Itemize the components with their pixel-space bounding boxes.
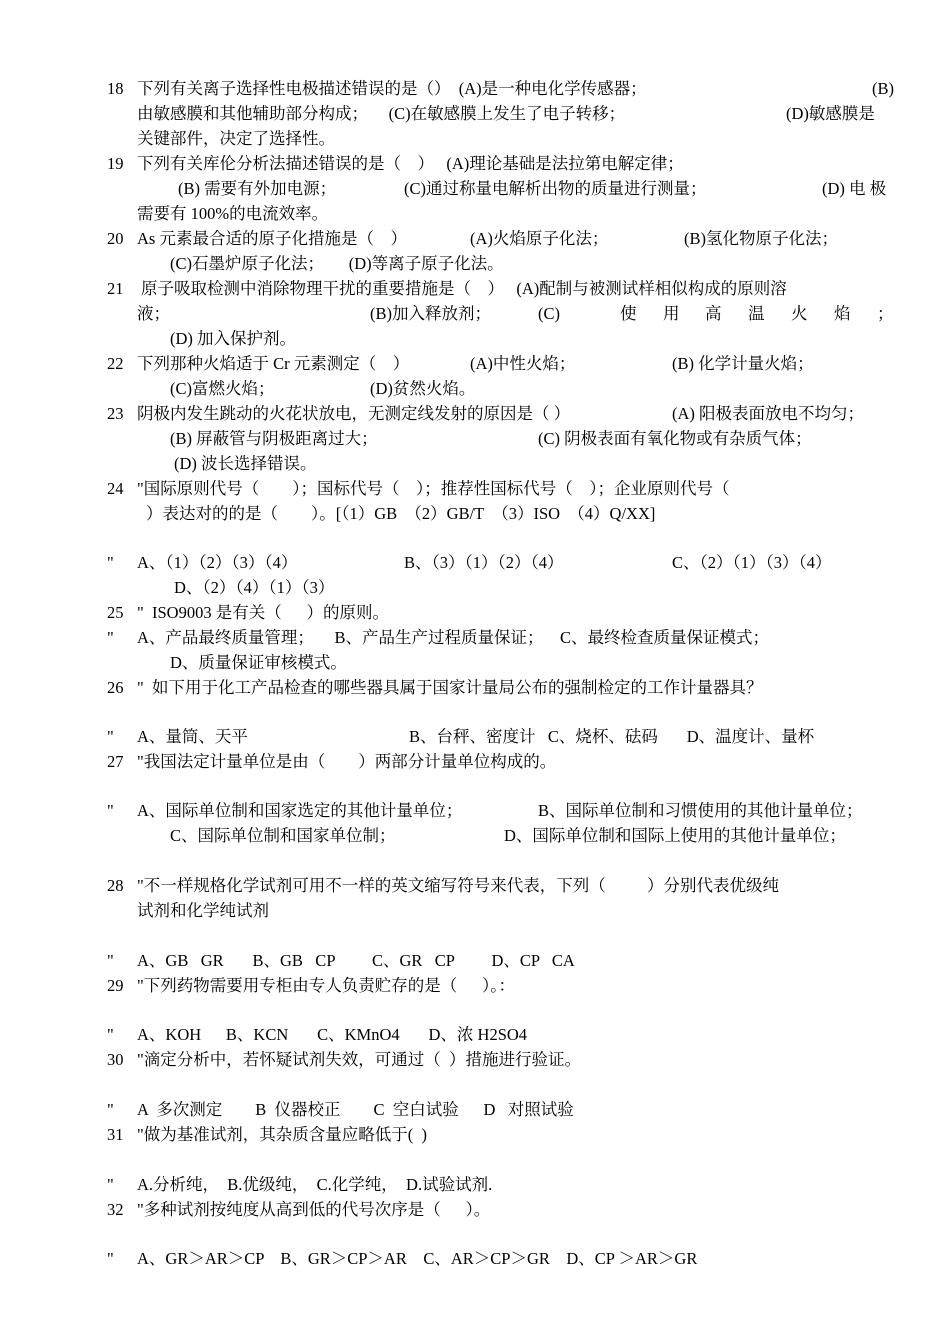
question-line: 用 xyxy=(663,304,680,323)
question-line: A、GB GR B、GB CP C、GR CP D、CP CA xyxy=(137,951,575,970)
question-line: 需要有 100%的电流效率。 xyxy=(137,204,329,223)
question-line: " xyxy=(107,1100,114,1119)
question-line: As 元素最合适的原子化措施是（ ） xyxy=(137,229,407,248)
question-line: (D) 波长选择错误。 xyxy=(174,454,317,473)
question-line: "做为基准试剂，其杂质含量应略低于( ) xyxy=(137,1125,427,1144)
question-number: 20 xyxy=(107,229,124,248)
question-line: " xyxy=(107,628,114,647)
question-line: 下列有关库伦分析法描述错误的是（ ） (A)理论基础是法拉第电解定律； xyxy=(137,154,684,173)
question-line: " xyxy=(107,951,114,970)
question-line: (D) 加入保护剂。 xyxy=(170,329,297,348)
question-line: 下列有关离子选择性电极描述错误的是（） (A)是一种电化学传感器； xyxy=(137,79,647,98)
question-line: 焰 xyxy=(834,304,851,323)
question-line: (C) 阴极表面有氧化物或有杂质气体； xyxy=(538,429,812,448)
question-line: 温 xyxy=(748,304,765,323)
question-line: "不一样规格化学试剂可用不一样的英文缩写符号来代表，下列（ ）分别代表优级纯 xyxy=(137,876,779,895)
question-line: D、质量保证审核模式。 xyxy=(170,653,347,672)
question-number: 26 xyxy=(107,678,124,697)
question-line: " xyxy=(107,1249,114,1268)
question-line: B、国际单位制和习惯使用的其他计量单位； xyxy=(538,801,863,820)
question-number: 29 xyxy=(107,976,124,995)
question-line: 原子吸取检测中消除物理干扰的重要措施是（ ） (A)配制与被测试样相似构成的原则溶 xyxy=(141,279,787,298)
question-line: (C)通过称量电解析出物的质量进行测量； xyxy=(404,179,707,198)
question-line: 火 xyxy=(791,304,808,323)
question-line: (A)中性火焰； xyxy=(470,354,576,373)
question-line: " ISO9003 是有关（ ）的原则。 xyxy=(137,603,389,622)
question-line: A、KOH B、KCN C、KMnO4 D、浓 H2SO4 xyxy=(137,1025,528,1044)
question-line: 关键部件，决定了选择性。 xyxy=(137,129,335,148)
question-line: " 如下用于化工产品检查的哪些器具属于国家计量局公布的强制检定的工作计量器具？ xyxy=(137,678,763,697)
question-line: C、（2）（1）（3）（4） xyxy=(672,553,832,572)
question-line: 由敏感膜和其他辅助部分构成； (C)在敏感膜上发生了电子转移； xyxy=(137,104,626,123)
question-line: D、国际单位制和国际上使用的其他计量单位； xyxy=(504,826,846,845)
question-line: " xyxy=(107,801,114,820)
question-line: (B)加入释放剂； xyxy=(370,304,491,323)
question-line: (D)敏感膜是 xyxy=(786,104,875,123)
question-line: "下列药物需要用专柜由专人负责贮存的是（ ）。： xyxy=(137,976,515,995)
question-line: " xyxy=(107,553,114,572)
question-line: 液； xyxy=(137,304,170,323)
question-number: 31 xyxy=(107,1125,124,1144)
question-line: (B) xyxy=(872,79,894,98)
question-line: (C)石墨炉原子化法； (D)等离子原子化法。 xyxy=(170,254,504,273)
question-line: (C) xyxy=(538,304,560,323)
question-line: " xyxy=(107,1175,114,1194)
question-number: 28 xyxy=(107,876,124,895)
question-line: (A)火焰原子化法； xyxy=(470,229,609,248)
question-line: (B) 化学计量火焰； xyxy=(672,354,814,373)
question-number: 21 xyxy=(107,279,124,298)
question-line: A、量筒、天平 xyxy=(137,727,248,746)
question-line: (B) 需要有外加电源； xyxy=(178,179,337,198)
question-line: (C)富燃火焰； xyxy=(170,379,275,398)
question-line: A 多次测定 B 仪器校正 C 空白试验 D 对照试验 xyxy=(137,1100,574,1119)
question-line: 下列那种火焰适于 Cr 元素测定（ ） xyxy=(137,354,410,373)
question-line: "我国法定计量单位是由（ ）两部分计量单位构成的。 xyxy=(137,752,557,771)
question-line: A.分析纯， B.优级纯， C.化学纯， D.试验试剂. xyxy=(137,1175,493,1194)
question-number: 25 xyxy=(107,603,124,622)
question-line: " xyxy=(107,727,114,746)
question-number: 18 xyxy=(107,79,124,98)
question-line: "多种试剂按纯度从高到低的代号次序是（ ）。 xyxy=(137,1200,491,1219)
question-line: (B) 屏蔽管与阴极距离过大； xyxy=(170,429,378,448)
question-line: A、GR＞AR＞CP B、GR＞CP＞AR C、AR＞CP＞GR D、CP ＞AR＞GR xyxy=(137,1249,698,1268)
question-line: (A) 阳极表面放电不均匀； xyxy=(672,404,865,423)
question-line: A、国际单位制和国家选定的其他计量单位； xyxy=(137,801,463,820)
question-number: 19 xyxy=(107,154,124,173)
question-line: A、产品最终质量管理； B、产品生产过程质量保证； C、最终检查质量保证模式； xyxy=(137,628,770,647)
question-line: " xyxy=(107,1025,114,1044)
question-line: D、（2）（4）（1）（3） xyxy=(174,578,335,597)
question-number: 24 xyxy=(107,479,124,498)
question-line: ）表达对的的是（ ）。[（1）GB （2）GB/T （3）ISO （4）Q/XX] xyxy=(146,504,656,523)
question-line: A、（1）（2）（3）（4） xyxy=(137,553,298,572)
question-line: 阴极内发生跳动的火花状放电，无测定线发射的原因是（ ） xyxy=(137,404,571,423)
question-number: 27 xyxy=(107,752,124,771)
question-line: ； xyxy=(877,304,894,323)
question-line: (B)氢化物原子化法； xyxy=(684,229,838,248)
question-line: (D)贫然火焰。 xyxy=(370,379,476,398)
question-line: 试剂和化学纯试剂 xyxy=(137,901,269,920)
question-line: 使 xyxy=(620,304,637,323)
question-number: 22 xyxy=(107,354,124,373)
question-line: B、（3）（1）（2）（4） xyxy=(404,553,564,572)
question-line: "国际原则代号（ ）；国标代号（ ）；推荐性国标代号（ ）；企业原则代号（ xyxy=(137,479,730,498)
question-line: B、台秤、密度计 C、烧杯、砝码 D、温度计、量杯 xyxy=(409,727,815,746)
question-number: 32 xyxy=(107,1200,124,1219)
question-line: "滴定分析中，若怀疑试剂失效，可通过（ ）措施进行验证。 xyxy=(137,1050,581,1069)
question-line: 高 xyxy=(705,304,722,323)
question-line: C、国际单位制和国家单位制； xyxy=(170,826,396,845)
question-number: 23 xyxy=(107,404,124,423)
question-line: (D) 电 极 xyxy=(822,179,887,198)
question-number: 30 xyxy=(107,1050,124,1069)
